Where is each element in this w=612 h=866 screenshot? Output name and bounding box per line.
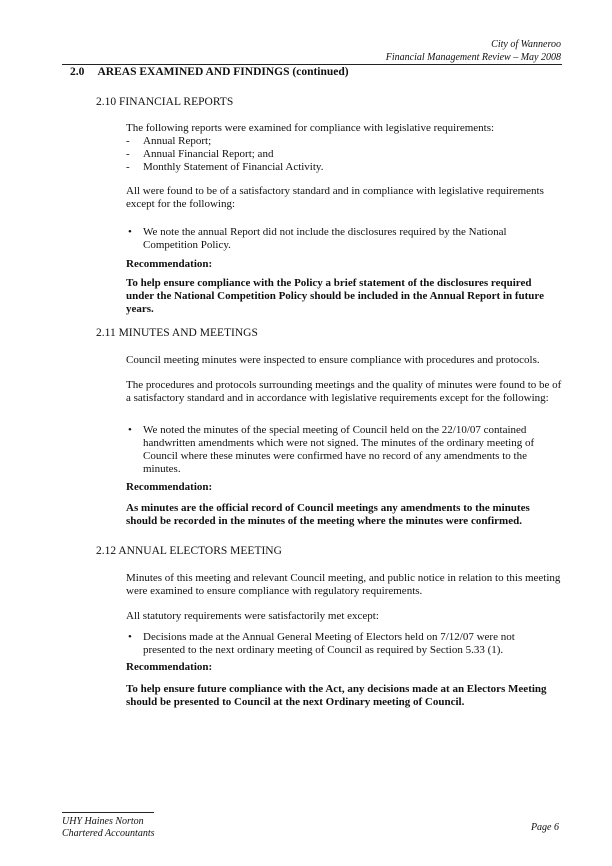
page-number: Page 6 (530, 822, 559, 833)
bullet-list (126, 424, 551, 476)
bullet-marker: • (128, 226, 132, 238)
list-item: • We note the annual Report did not include the disclosures required by the National Competition Policy. (128, 226, 507, 251)
recommendation-label: Recommendation: (126, 258, 213, 270)
subsection-number: 2.11 (96, 327, 116, 339)
bullet-list (126, 226, 546, 252)
paragraph: All statutory requirements were satisfactorily met except: (126, 610, 379, 622)
paragraph: All were found to be of a satisfactory standard and in compliance with legislative requirements except for the following: (126, 185, 544, 210)
list-item: - Annual Report; (126, 135, 212, 147)
recommendation-label: Recommendation: (126, 661, 213, 673)
subsection-number: 2.12 (96, 545, 117, 557)
recommendation-text: As minutes are the official record of Council meetings any amendments to the minutes should be recorded in the minutes of the meeting where the minutes were confirmed. (126, 502, 530, 527)
section-heading (70, 66, 349, 78)
subsection-title: MINUTES AND MEETINGS (118, 327, 258, 339)
running-header (386, 38, 561, 64)
header-org: City of Wanneroo (491, 39, 561, 50)
footer-firm (62, 816, 155, 840)
subsection-title: ANNUAL ELECTORS MEETING (118, 545, 282, 557)
list-item: • We noted the minutes of the special meeting of Council held on the 22/10/07 contained handwritten amendments which were not signed. The minutes of the ordinary meeting of Council where these minutes were confirmed have no record of any amendments to the minutes. (128, 424, 535, 475)
subsection-heading-2-10 (96, 96, 233, 108)
header-rule (62, 64, 562, 65)
bullet-marker: • (128, 631, 132, 643)
subsection-number: 2.10 (96, 96, 117, 108)
footer-firm-name: UHY Haines Norton (62, 816, 144, 827)
footer-rule (62, 812, 154, 813)
list-item: - Monthly Statement of Financial Activity. (126, 161, 324, 173)
dash-marker: - (126, 135, 130, 147)
list-item: • Decisions made at the Annual General Meeting of Electors held on 7/12/07 were not presented to the next ordinary meeting of Council as required by Section 5.33 (1). (128, 631, 515, 656)
section-number: 2.0 (70, 66, 85, 78)
subsection-heading-2-12 (96, 545, 282, 557)
subsection-title: FINANCIAL REPORTS (119, 96, 234, 108)
bullet-marker: • (128, 424, 132, 436)
list-item: - Annual Financial Report; and (126, 148, 274, 160)
dash-marker: - (126, 148, 130, 160)
paragraph: The following reports were examined for compliance with legislative requirements: (126, 122, 495, 134)
paragraph: Council meeting minutes were inspected to ensure compliance with procedures and protocols. (126, 354, 540, 366)
bullet-list (126, 631, 546, 657)
section-title: AREAS EXAMINED AND FINDINGS (continued) (97, 66, 349, 78)
recommendation-text: To help ensure compliance with the Policy a brief statement of the disclosures required under the National Competition Policy should be included in the Annual Report in future years. (126, 277, 544, 315)
footer-firm-role: Chartered Accountants (62, 828, 155, 839)
header-doc-title: Financial Management Review – May 2008 (385, 52, 561, 63)
paragraph: The procedures and protocols surrounding meetings and the quality of minutes were found to be of a satisfactory standard and in accordance with legislative requirements except for the following: (126, 379, 562, 404)
report-list (126, 135, 546, 174)
dash-marker: - (126, 161, 130, 173)
recommendation-label: Recommendation: (126, 481, 213, 493)
paragraph: Minutes of this meeting and relevant Council meeting, and public notice in relation to this meeting were examined to ensure compliance with regulatory requirements. (126, 572, 561, 597)
recommendation-text: To help ensure future compliance with the Act, any decisions made at an Electors Meeting should be presented to Council at the next Ordinary meeting of Council. (126, 683, 547, 708)
subsection-heading-2-11 (96, 327, 258, 339)
